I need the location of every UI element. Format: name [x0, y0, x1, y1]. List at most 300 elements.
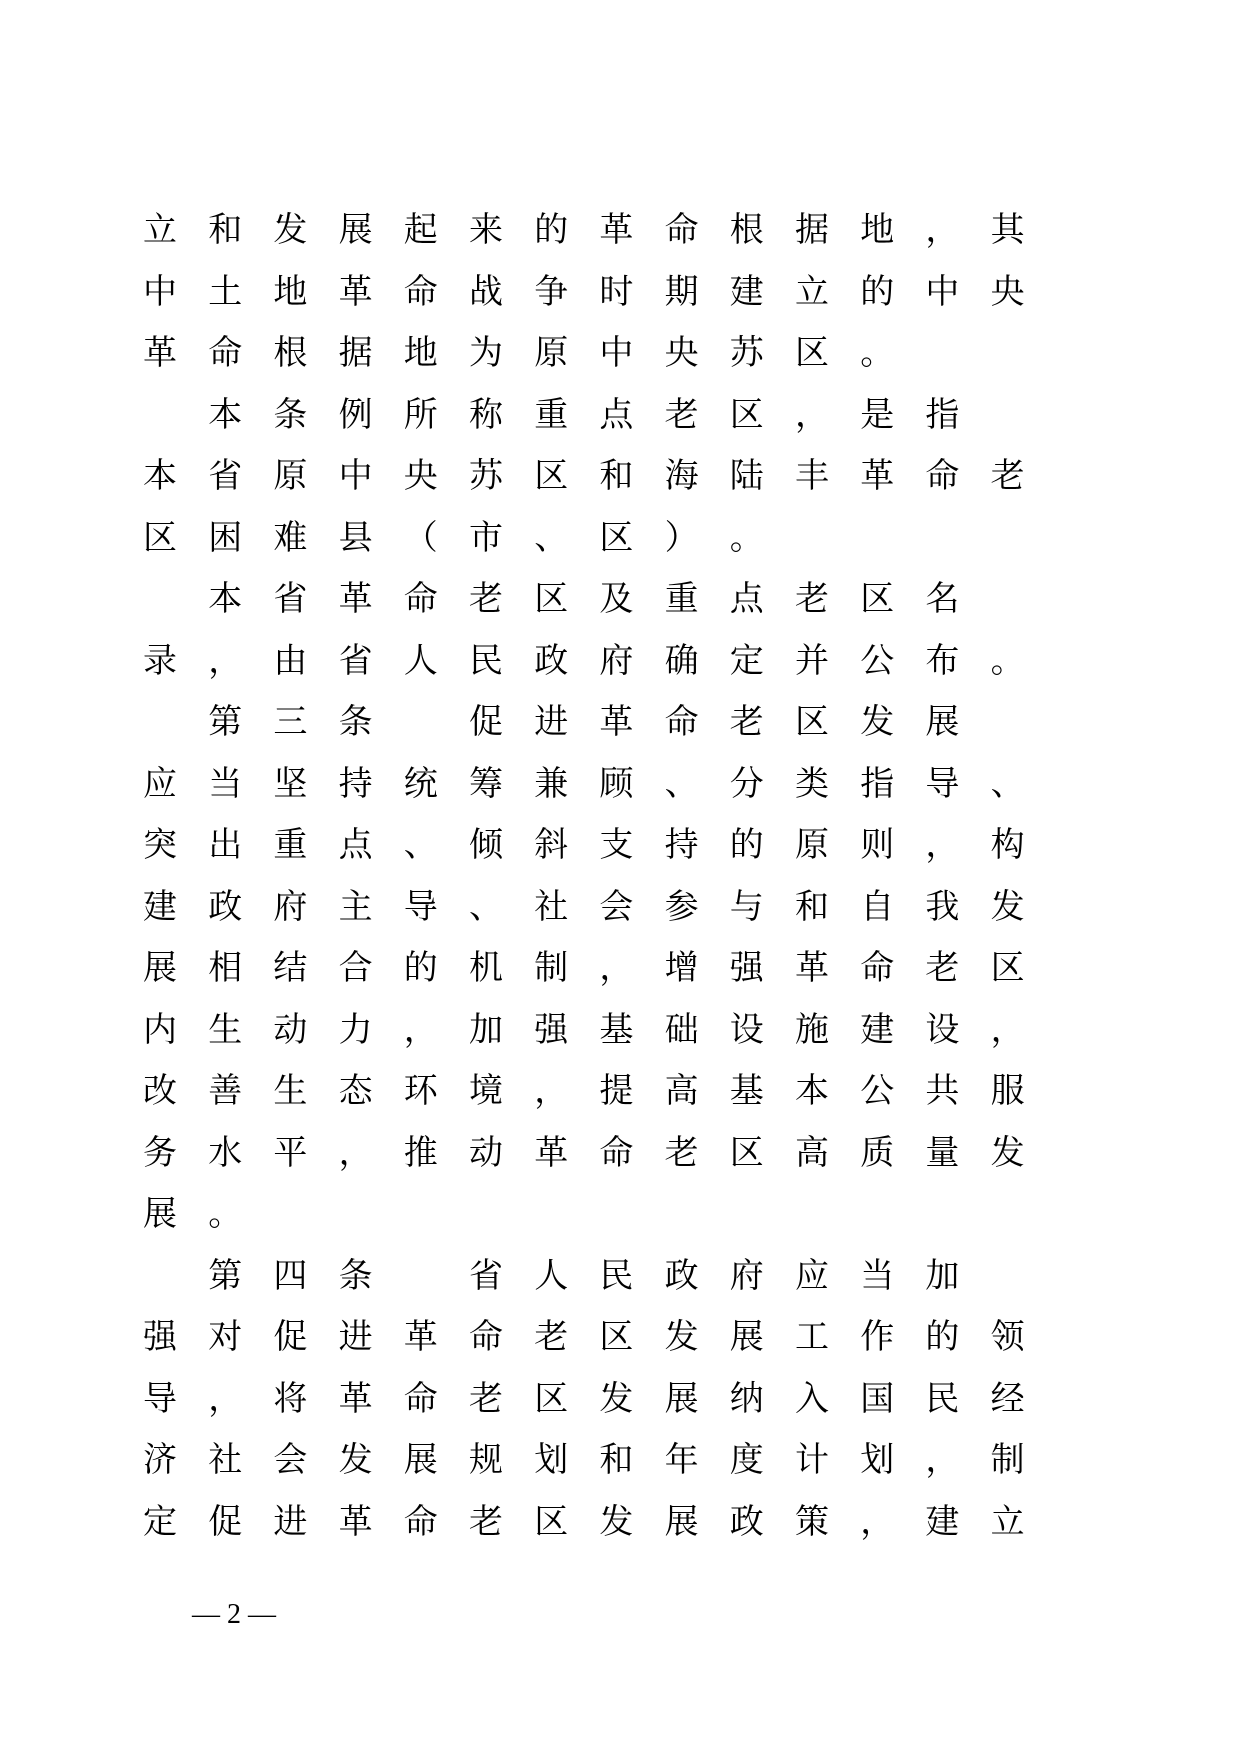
text-line	[0, 333, 1240, 395]
text-char: 改	[143, 1071, 177, 1111]
text-char: 当	[208, 763, 243, 804]
text-line	[0, 1133, 1240, 1195]
text-char: ，	[338, 1132, 373, 1173]
text-char: 命	[208, 333, 243, 373]
text-char: 设	[925, 1009, 960, 1050]
text-line	[0, 1194, 1240, 1256]
text-char: 展	[143, 948, 177, 988]
text-char: 第	[208, 702, 243, 742]
text-char: 济	[143, 1440, 177, 1480]
text-char: 持	[664, 825, 699, 865]
text-char: 老	[664, 1132, 699, 1173]
text-char: 基	[599, 1009, 634, 1050]
text-char: 区	[599, 517, 634, 558]
text-line	[0, 948, 1240, 1010]
text-line	[0, 518, 1240, 580]
text-char: 老	[664, 394, 699, 435]
text-char: 加	[925, 1255, 960, 1296]
text-char: 展	[664, 1501, 699, 1542]
text-char: 据	[338, 333, 373, 373]
text-char: 所	[403, 394, 438, 435]
text-char: 难	[273, 517, 308, 558]
text-line	[0, 1071, 1240, 1133]
text-char: 强	[729, 948, 764, 988]
text-char: 争	[534, 271, 569, 312]
text-char: 重	[534, 394, 569, 435]
text-char: ，	[860, 1501, 895, 1542]
text-char: 建	[925, 1501, 960, 1542]
text-char: 与	[729, 886, 764, 927]
text-char: 指	[925, 394, 960, 435]
text-char: 老	[729, 702, 764, 742]
text-char: 期	[664, 271, 699, 312]
text-char: 、	[990, 763, 1025, 804]
text-char: 及	[599, 579, 634, 619]
text-char: 本	[143, 456, 177, 496]
text-char: 例	[338, 394, 373, 435]
text-char: 布	[925, 640, 960, 681]
text-char: 会	[599, 886, 634, 927]
text-char: 纳	[729, 1378, 764, 1419]
text-char: 发	[599, 1378, 634, 1419]
text-char: 根	[729, 210, 764, 250]
text-char: 本	[208, 579, 243, 619]
text-char: 发	[273, 210, 308, 250]
text-char: 参	[664, 886, 699, 927]
text-char: 老	[925, 948, 960, 988]
text-char: 战	[469, 271, 503, 312]
text-char: 支	[599, 825, 634, 865]
text-char: 经	[990, 1378, 1025, 1419]
text-char: 平	[273, 1132, 308, 1173]
text-char: 发	[664, 1317, 699, 1357]
text-char: 老	[795, 579, 829, 619]
text-char: 由	[273, 640, 308, 681]
text-char: 海	[664, 456, 699, 496]
text-line	[0, 702, 1240, 764]
text-line	[0, 579, 1240, 641]
text-char: ，	[208, 1378, 243, 1419]
text-char: 重	[273, 825, 308, 865]
text-char: 立	[143, 210, 177, 250]
text-char: 质	[860, 1132, 895, 1173]
text-char: 展	[143, 1194, 177, 1234]
text-char: 为	[469, 333, 503, 373]
text-char: 丰	[795, 456, 829, 496]
text-char	[140, 1256, 180, 1296]
text-char: 省	[338, 640, 373, 681]
text-char: 作	[860, 1317, 895, 1357]
text-char: 点	[338, 825, 373, 865]
text-char: 环	[403, 1071, 438, 1111]
text-char: 的	[403, 948, 438, 988]
text-char: 政	[208, 886, 243, 927]
text-char: ，	[925, 825, 960, 865]
text-char: 中	[599, 333, 634, 373]
text-char: 民	[925, 1378, 960, 1419]
text-line	[0, 641, 1240, 703]
text-char: 四	[273, 1255, 308, 1296]
text-char: 定	[729, 640, 764, 681]
text-char: 政	[729, 1501, 764, 1542]
text-char: 设	[729, 1009, 764, 1050]
text-char: 进	[534, 702, 569, 742]
text-char: 发	[599, 1501, 634, 1542]
text-char: 立	[795, 271, 829, 312]
text-char: 划	[534, 1440, 569, 1480]
text-char: 类	[795, 763, 829, 804]
text-char: 区	[860, 579, 895, 619]
text-char: 持	[338, 763, 373, 804]
text-char: 命	[469, 1317, 503, 1357]
text-char: 革	[338, 1501, 373, 1542]
text-char: 中	[925, 271, 960, 312]
text-char: 水	[208, 1132, 243, 1173]
text-char: 倾	[469, 825, 503, 865]
text-char: 革	[860, 456, 895, 496]
text-char: 的	[860, 271, 895, 312]
text-char: 领	[990, 1317, 1025, 1357]
text-char: 命	[403, 1378, 438, 1419]
text-line	[0, 764, 1240, 826]
text-char: 展	[729, 1317, 764, 1357]
text-char: 央	[403, 456, 438, 496]
text-char: 态	[338, 1071, 373, 1111]
text-char: 确	[664, 640, 699, 681]
text-char: 会	[273, 1440, 308, 1480]
text-char: 。	[990, 640, 1025, 681]
text-char: 是	[860, 394, 895, 435]
text-char: 其	[990, 210, 1025, 250]
text-char: 革	[599, 210, 634, 250]
text-char: ）	[664, 517, 699, 558]
text-line	[0, 395, 1240, 457]
text-line	[0, 1502, 1240, 1564]
text-char: 相	[208, 948, 243, 988]
text-char: 命	[599, 1132, 634, 1173]
text-char: 高	[664, 1071, 699, 1111]
text-char: 生	[208, 1009, 243, 1050]
text-char: 制	[534, 948, 569, 988]
text-char: 强	[534, 1009, 569, 1050]
text-char: 府	[599, 640, 634, 681]
text-char: 人	[534, 1255, 569, 1296]
text-char: 区	[599, 1317, 634, 1357]
text-char: 、	[664, 763, 699, 804]
text-char: 、	[534, 517, 569, 558]
text-char: 突	[143, 825, 177, 865]
text-char: 指	[860, 763, 895, 804]
text-char: ，	[925, 210, 960, 250]
text-char: 时	[599, 271, 634, 312]
text-char: 动	[273, 1009, 308, 1050]
text-char: 构	[990, 825, 1025, 865]
text-char: 展	[403, 1440, 438, 1480]
text-char: 立	[990, 1501, 1025, 1542]
text-char: 政	[664, 1255, 699, 1296]
text-char: 三	[273, 702, 308, 742]
text-char: 度	[729, 1440, 764, 1480]
text-char: 发	[338, 1440, 373, 1480]
text-char: ，	[208, 640, 243, 681]
text-char: 则	[860, 825, 895, 865]
text-char: 区	[729, 1132, 764, 1173]
text-char: 务	[143, 1132, 177, 1173]
text-char: 建	[143, 886, 177, 927]
text-char: 年	[664, 1440, 699, 1480]
text-char: 高	[795, 1132, 829, 1173]
text-char: 称	[469, 394, 503, 435]
text-char: 区	[534, 1501, 569, 1542]
text-char: 革	[338, 271, 373, 312]
text-char: 人	[403, 640, 438, 681]
text-char: 力	[338, 1009, 373, 1050]
text-char: 市	[469, 517, 503, 558]
text-char: 条	[273, 394, 308, 435]
text-char: 展	[338, 210, 373, 250]
text-char: 发	[990, 1132, 1025, 1173]
text-char: 区	[990, 948, 1025, 988]
text-char: 发	[860, 702, 895, 742]
text-char: 录	[143, 640, 177, 681]
text-char: 当	[860, 1255, 895, 1296]
text-char: 本	[795, 1071, 829, 1111]
text-char: 省	[208, 456, 243, 496]
text-char: 央	[664, 333, 699, 373]
text-char: 省	[469, 1255, 503, 1296]
text-char: 促	[273, 1317, 308, 1357]
text-char: 第	[208, 1255, 243, 1296]
text-char: 央	[990, 271, 1025, 312]
text-char: 点	[729, 579, 764, 619]
text-char: 陆	[729, 456, 764, 496]
text-char: 原	[534, 333, 569, 373]
text-char: ，	[534, 1071, 569, 1111]
text-char: 区	[795, 333, 829, 373]
text-char: 入	[795, 1378, 829, 1419]
text-char: 来	[469, 210, 503, 250]
text-char: 地	[860, 210, 895, 250]
text-line	[0, 1317, 1240, 1379]
text-char: 公	[860, 640, 895, 681]
text-char: 促	[208, 1501, 243, 1542]
text-char: 对	[208, 1317, 243, 1357]
text-char: 中	[338, 456, 373, 496]
text-char: 原	[273, 456, 308, 496]
text-line	[0, 887, 1240, 949]
text-char: 老	[469, 1501, 503, 1542]
page-number: — 2 —	[192, 1599, 276, 1630]
text-char: 地	[403, 333, 438, 373]
text-char: 展	[664, 1378, 699, 1419]
text-char: 增	[664, 948, 699, 988]
text-char: 施	[795, 1009, 829, 1050]
text-char: 提	[599, 1071, 634, 1111]
text-char: 导	[925, 763, 960, 804]
text-char: 划	[860, 1440, 895, 1480]
text-char: 的	[925, 1317, 960, 1357]
text-char: 筹	[469, 763, 503, 804]
text-char: 建	[729, 271, 764, 312]
text-char: 建	[860, 1009, 895, 1050]
text-char: 苏	[469, 456, 503, 496]
text-char: ，	[795, 394, 829, 435]
text-char: 出	[208, 825, 243, 865]
text-char: 困	[208, 517, 243, 558]
text-char: 府	[729, 1255, 764, 1296]
text-char: 和	[795, 886, 829, 927]
text-char: 老	[469, 579, 503, 619]
text-line	[0, 1379, 1240, 1441]
text-char: 县	[338, 517, 373, 558]
text-char: 动	[469, 1132, 503, 1173]
text-char: 重	[664, 579, 699, 619]
text-line	[0, 825, 1240, 887]
text-char: 推	[403, 1132, 438, 1173]
text-char: ，	[403, 1009, 438, 1050]
text-char: 老	[990, 456, 1025, 496]
text-char: 并	[795, 640, 829, 681]
text-char: 民	[599, 1255, 634, 1296]
text-char: 统	[403, 763, 438, 804]
text-char: 命	[664, 210, 699, 250]
text-char: 本	[208, 394, 243, 435]
text-char: 革	[338, 579, 373, 619]
text-char: 和	[599, 1440, 634, 1480]
text-char: 区	[795, 702, 829, 742]
text-char: 区	[534, 1378, 569, 1419]
text-char: 民	[469, 640, 503, 681]
text-char: 兼	[534, 763, 569, 804]
text-char: 。	[208, 1194, 243, 1234]
text-char: 规	[469, 1440, 503, 1480]
text-char: 命	[403, 271, 438, 312]
text-char: 境	[469, 1071, 503, 1111]
text-char: 革	[599, 702, 634, 742]
text-char: 根	[273, 333, 308, 373]
text-char: 国	[860, 1378, 895, 1419]
text-char: 发	[990, 886, 1025, 927]
text-char: 命	[403, 579, 438, 619]
text-char: 区	[534, 579, 569, 619]
text-char: 生	[273, 1071, 308, 1111]
text-char: 础	[664, 1009, 699, 1050]
text-char: 条	[338, 702, 373, 742]
text-char: 合	[338, 948, 373, 988]
text-char: 革	[795, 948, 829, 988]
text-char: 强	[143, 1317, 177, 1357]
text-char: 点	[599, 394, 634, 435]
text-char	[140, 579, 180, 619]
text-char: 分	[729, 763, 764, 804]
text-char: 基	[729, 1071, 764, 1111]
text-char: 展	[925, 702, 960, 742]
text-line	[0, 210, 1240, 272]
text-char: 结	[273, 948, 308, 988]
text-char: 、	[469, 886, 503, 927]
text-char: 应	[795, 1255, 829, 1296]
text-char: 苏	[729, 333, 764, 373]
text-char: 命	[860, 948, 895, 988]
text-char: 府	[273, 886, 308, 927]
text-char	[140, 702, 180, 742]
text-char: 条	[338, 1255, 373, 1296]
text-line	[0, 272, 1240, 334]
text-char: 区	[534, 456, 569, 496]
text-char: 命	[664, 702, 699, 742]
text-char: 名	[925, 579, 960, 619]
text-char: 将	[273, 1378, 308, 1419]
text-line	[0, 1256, 1240, 1318]
text-char: 老	[469, 1378, 503, 1419]
text-char: 、	[403, 825, 438, 865]
text-char: 我	[925, 886, 960, 927]
text-char: 机	[469, 948, 503, 988]
text-char	[401, 1256, 441, 1296]
text-char: 坚	[273, 763, 308, 804]
text-char: 。	[860, 333, 895, 373]
text-char: 和	[208, 210, 243, 250]
text-char: 进	[338, 1317, 373, 1357]
text-char: 原	[795, 825, 829, 865]
text-char: 革	[403, 1317, 438, 1357]
text-char: 应	[143, 763, 177, 804]
text-char: 策	[795, 1501, 829, 1542]
text-char: 自	[860, 886, 895, 927]
text-char: 政	[534, 640, 569, 681]
text-char	[140, 395, 180, 435]
text-char: 导	[143, 1378, 177, 1419]
text-char: 区	[729, 394, 764, 435]
text-char: 省	[273, 579, 308, 619]
text-line	[0, 456, 1240, 518]
text-char: 导	[403, 886, 438, 927]
text-char: 计	[795, 1440, 829, 1480]
text-char: 加	[469, 1009, 503, 1050]
text-char: 起	[403, 210, 438, 250]
text-char: 工	[795, 1317, 829, 1357]
text-char: 和	[599, 456, 634, 496]
text-line	[0, 1010, 1240, 1072]
text-char: 斜	[534, 825, 569, 865]
text-char: 区	[143, 517, 177, 558]
text-char	[401, 702, 441, 742]
text-char: 的	[729, 825, 764, 865]
text-char: 老	[534, 1317, 569, 1357]
text-line	[0, 1440, 1240, 1502]
text-char: 地	[273, 271, 308, 312]
text-char: 命	[403, 1501, 438, 1542]
text-char: 社	[534, 886, 569, 927]
text-char: 命	[925, 456, 960, 496]
text-char: ，	[925, 1440, 960, 1480]
text-char: 的	[534, 210, 569, 250]
text-char: 顾	[599, 763, 634, 804]
text-char: 革	[338, 1378, 373, 1419]
text-char: 制	[990, 1440, 1025, 1480]
text-char: 中	[143, 271, 177, 312]
text-char: 。	[729, 517, 764, 558]
text-char: 促	[469, 702, 503, 742]
text-char: （	[403, 517, 438, 558]
text-char: 进	[273, 1501, 308, 1542]
text-char: 据	[795, 210, 829, 250]
text-char: 内	[143, 1009, 177, 1050]
text-char: 革	[534, 1132, 569, 1173]
text-char: 善	[208, 1071, 243, 1111]
text-char: 定	[143, 1501, 177, 1542]
text-char: 主	[338, 886, 373, 927]
